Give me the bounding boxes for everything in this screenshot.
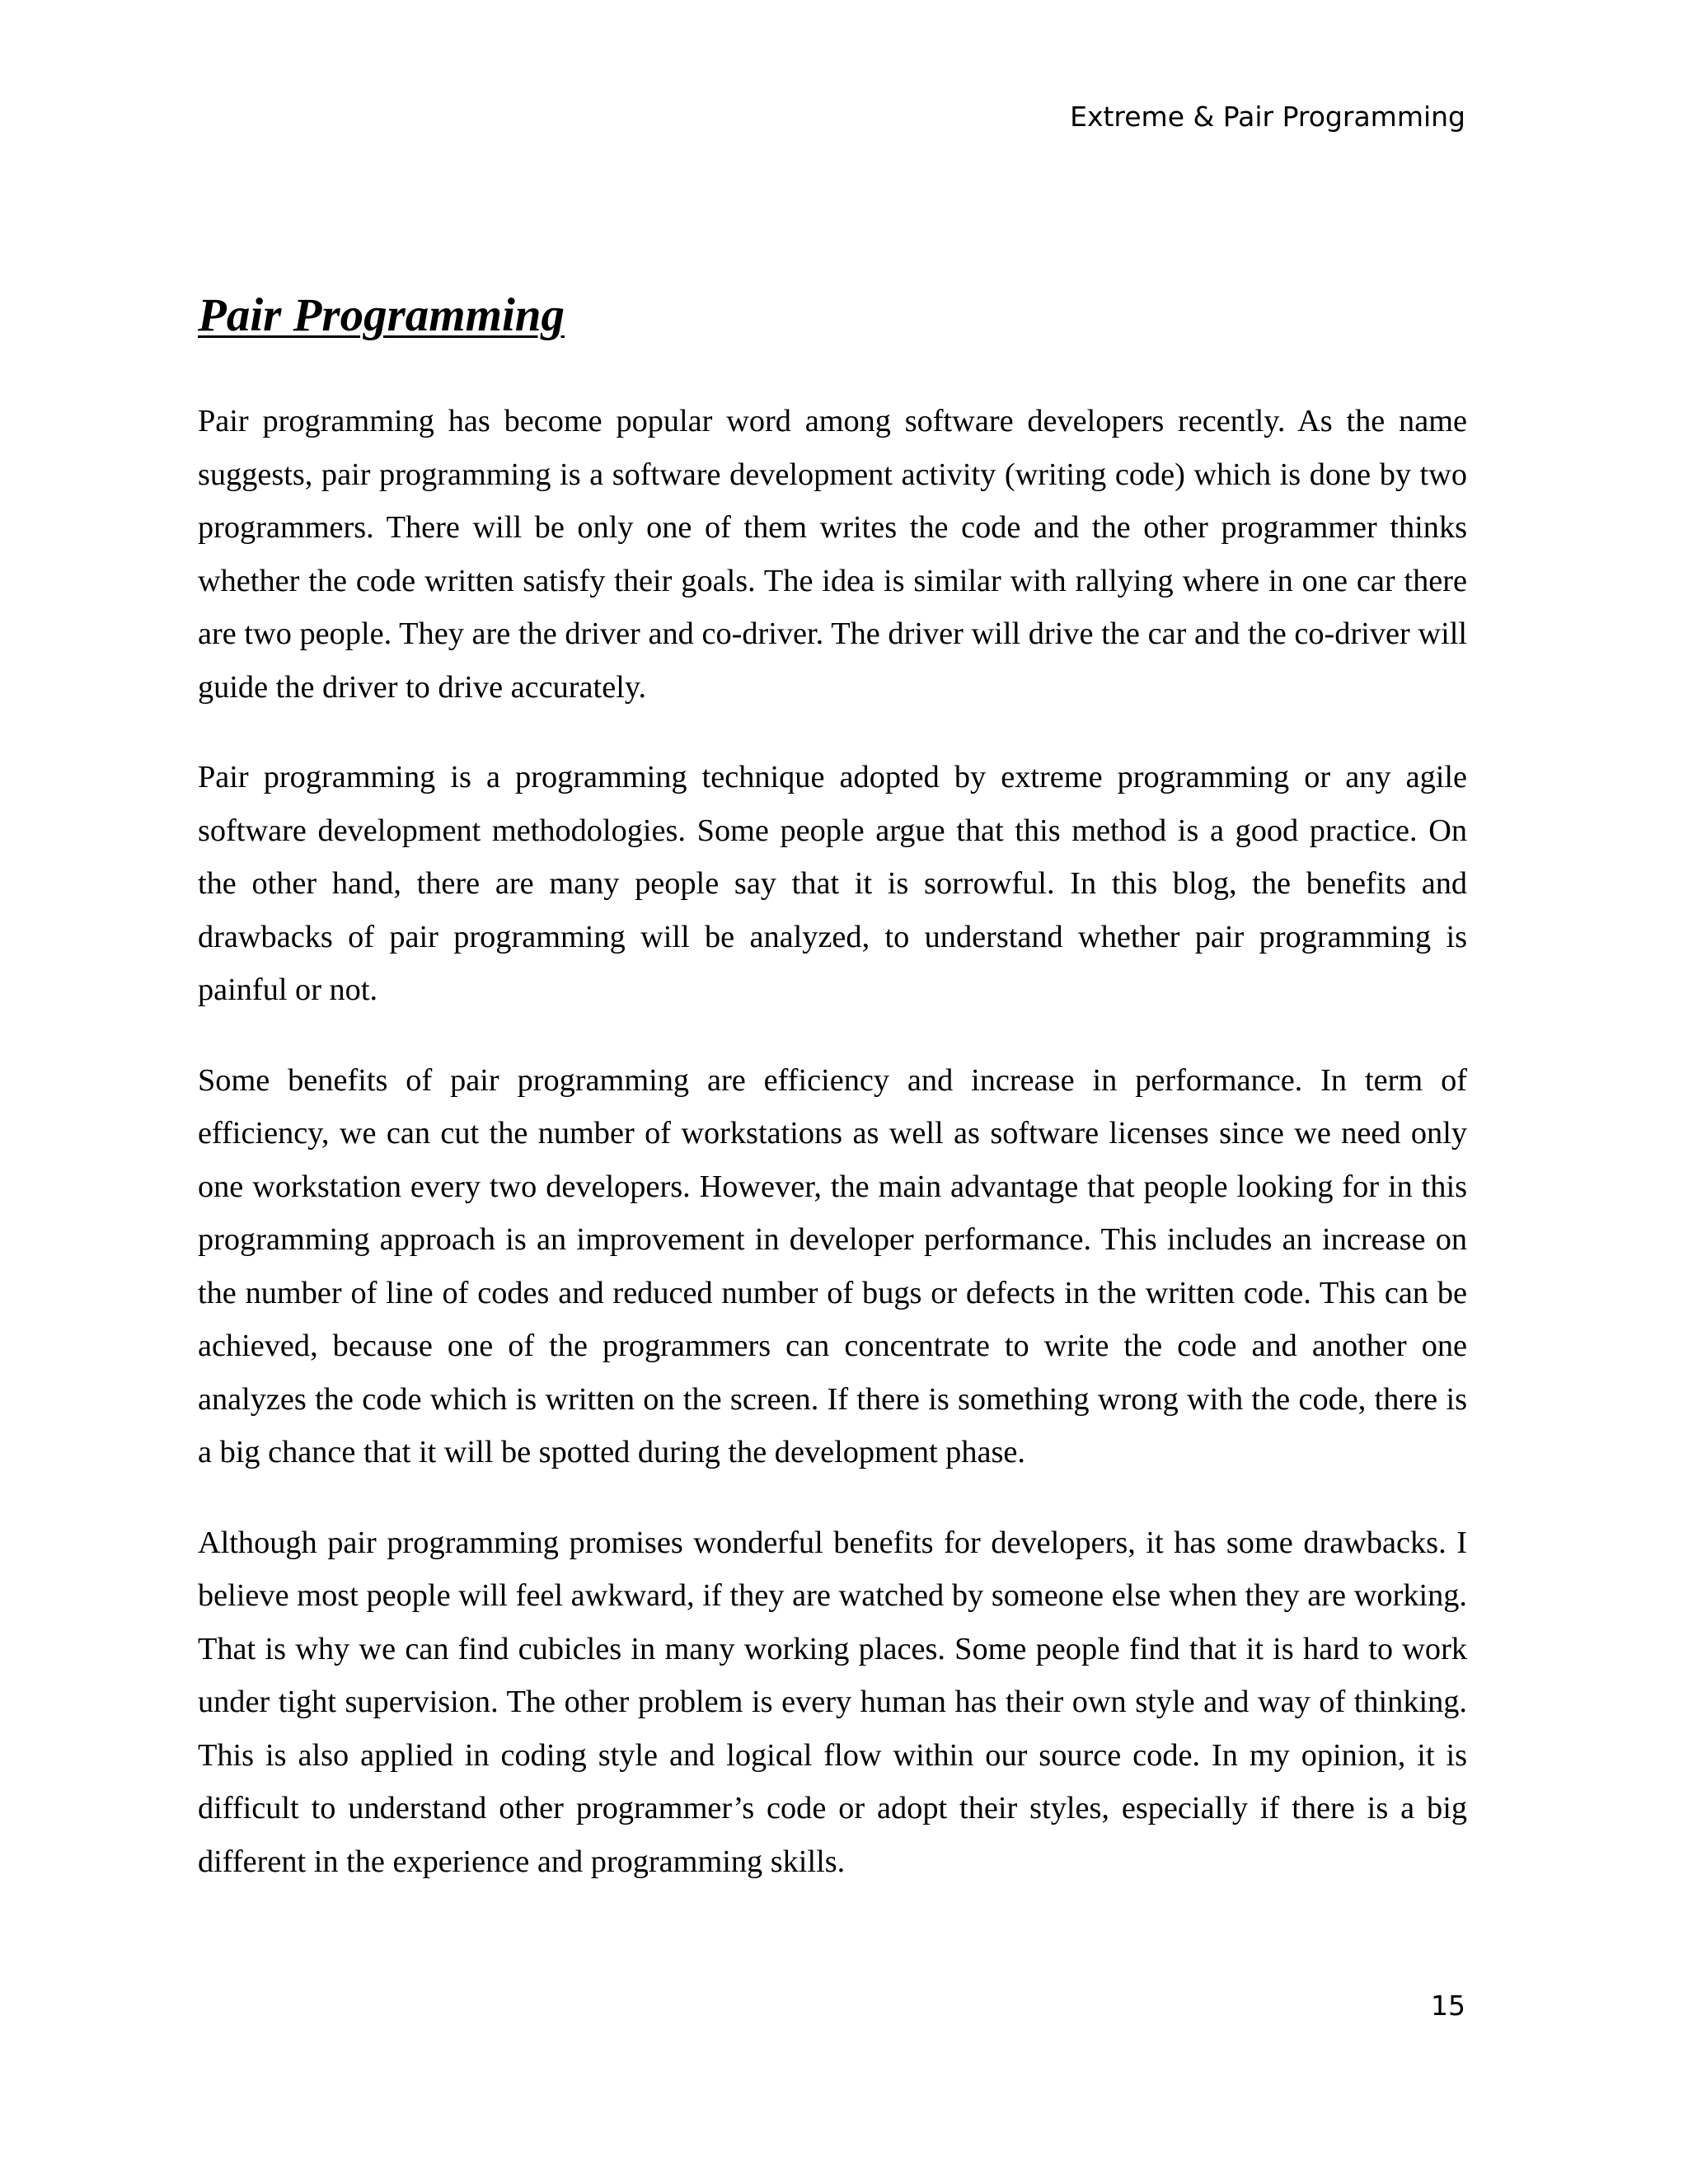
paragraph-benefits: Some benefits of pair programming are efficiency and increase in performance. In term of efficiency, we can cut the number of workstations as well as software licenses since we need only one workstation every two developers. However, the main advantage that people looking for in this programming approach is an improvement in developer performance. This includes an increase on the number of line of codes and reduced number of bugs or defects in the written code. This can be achieved, because one of the programmers can concentrate to write the code and another one analyzes the code which is written on the screen. If there is something wrong with the code, there is a big chance that it will be spotted during the development phase. [198,1062,1467,1469]
page-number: 15 [1431,1990,1465,2022]
paragraph-technique: Pair programming is a programming technique adopted by extreme programming or any agile software development methodologies. Some people argue that this method is a good practice. On the other hand, there are many people say that it is sorrowful. In this blog, the benefits and drawbacks of pair programming will be analyzed, to understand whether pair programming is painful or not. [198,760,1467,1007]
page-body [198,284,1467,1925]
paragraph-drawbacks: Although pair programming promises wonderful benefits for developers, it has some drawbacks. I believe most people will feel awkward, if they are watched by someone else when they are working. That is why we can find cubicles in many working places. Some people find that it is hard to work under tight supervision. The other problem is every human has their own style and way of thinking. This is also applied in coding style and logical flow within our source code. In my opinion, it is difficult to understand other programmer’s code or adopt their styles, especially if there is a big different in the experience and programming skills. [198,1525,1467,1879]
running-header: Extreme & Pair Programming [1070,101,1465,133]
paragraph-intro: Pair programming has become popular word among software developers recently. As the name suggests, pair programming is a software development activity (writing code) which is done by two programmers. There will be only one of them writes the code and the other programmer thinks whether the code written satisfy their goals. The idea is similar with rallying where in one car there are two people. They are the driver and co-driver. The driver will drive the car and the co-driver will guide the driver to drive accurately. [198,404,1467,705]
section-title: Pair Programming [198,289,565,341]
